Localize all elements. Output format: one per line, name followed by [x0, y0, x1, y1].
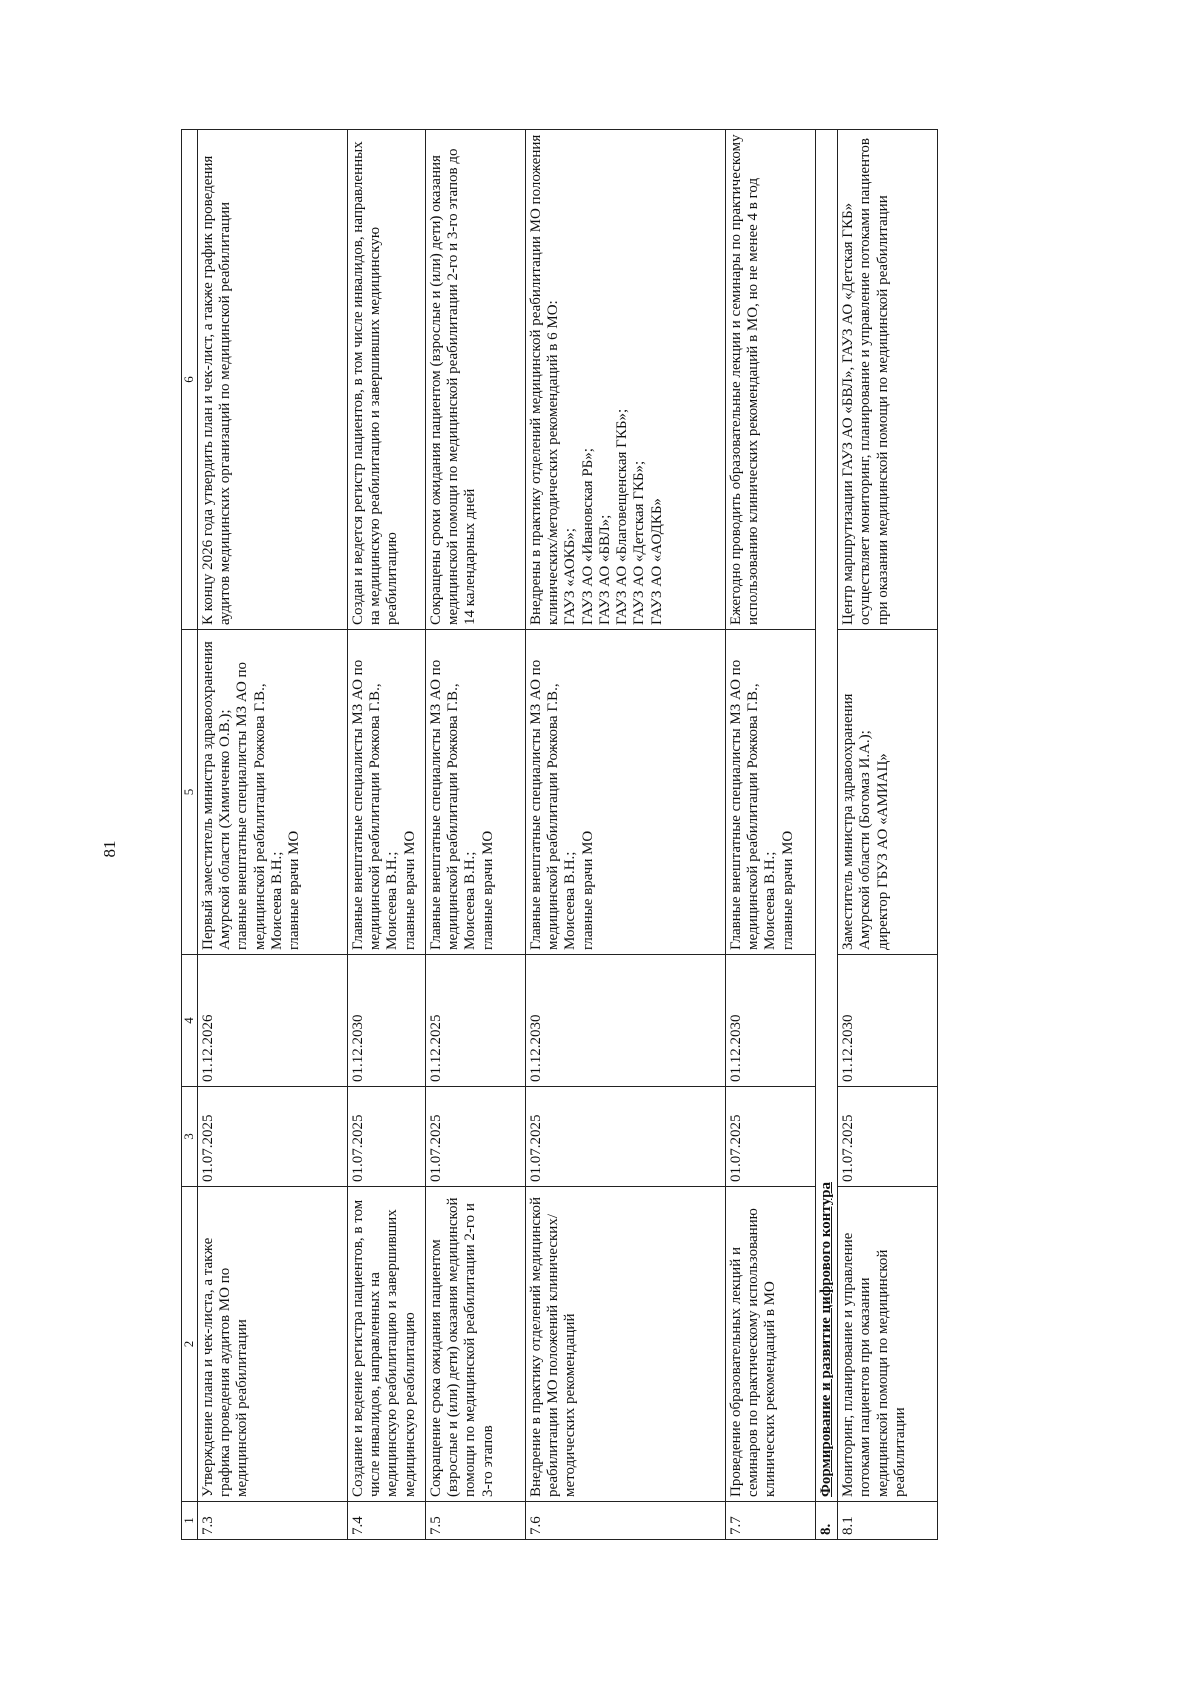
end-date-cell: 01.12.2025	[425, 955, 525, 1087]
end-date-cell: 01.12.2030	[725, 955, 815, 1087]
table-row	[838, 130, 938, 1540]
table-row	[347, 130, 425, 1540]
start-date-cell: 01.07.2025	[425, 1087, 525, 1187]
result-cell: К концу 2026 года утвердить план и чек-лист, а также график проведения аудитов медицинских организаций по медицинской реабилитации	[197, 130, 347, 630]
result-cell: Внедрены в практику отделений медицинской реабилитации МО положения клинических/методических рекомендаций в 6 МО: ГАУЗ «АОКБ»; ГАУЗ АО «Ивановская РБ»; ГАУЗ АО «БВЛ»; ГАУЗ АО «Благовещенская ГКБ»; ГАУЗ АО «Детская ГКБ»; ГАУЗ АО «АОДКБ»	[525, 130, 725, 630]
result-cell: Сокращены сроки ожидания пациентом (взрослые и (или) дети) оказания медицинской помощи по медицинской реабилитации 2-го и 3-го этапов до 14 календарных дней	[425, 130, 525, 630]
col-header-1: 1	[182, 1502, 198, 1540]
responsible-cell: Заместитель министра здравоохранения Амурской области (Богомаз И.А.); директор ГБУЗ АО «АМИАЦ»	[838, 630, 938, 955]
section-row	[815, 130, 837, 1540]
start-date-cell: 01.07.2025	[525, 1087, 725, 1187]
responsible-cell: Главные внештатные специалисты МЗ АО по медицинской реабилитации Рожкова Г.В., Моисеева В.Н.; главные врачи МО	[525, 630, 725, 955]
measure-cell: Сокращение срока ожидания пациентом (взрослые и (или) дети) оказания медицинской помощи по медицинской реабилитации 2-го и 3-го этапов	[425, 1187, 525, 1502]
col-header-2: 2	[182, 1187, 198, 1502]
start-date-cell: 01.07.2025	[725, 1087, 815, 1187]
start-date-cell: 01.07.2025	[197, 1087, 347, 1187]
responsible-cell: Главные внештатные специалисты МЗ АО по медицинской реабилитации Рожкова Г.В., Моисеева В.Н.; главные врачи МО	[425, 630, 525, 955]
row-number: 7.5	[425, 1502, 525, 1540]
responsible-cell: Главные внештатные специалисты МЗ АО по медицинской реабилитации Рожкова Г.В., Моисеева В.Н.; главные врачи МО	[347, 630, 425, 955]
row-number: 7.6	[525, 1502, 725, 1540]
start-date-cell: 01.07.2025	[838, 1087, 938, 1187]
page-number: 81	[100, 840, 119, 858]
row-number: 7.7	[725, 1502, 815, 1540]
result-cell: Центр маршрутизации ГАУЗ АО «БВЛ», ГАУЗ АО «Детская ГКБ» осуществляет мониторинг, планирование и управление потоками пациентов при оказании медицинской помощи по медицинской реабилитации	[838, 130, 938, 630]
col-header-4: 4	[182, 955, 198, 1087]
measure-cell: Проведение образовательных лекций и семинаров по практическому использованию клинических рекомендаций в МО	[725, 1187, 815, 1502]
table-row	[725, 130, 815, 1540]
header-row	[182, 130, 198, 1540]
row-number: 7.3	[197, 1502, 347, 1540]
responsible-cell: Первый заместитель министра здравоохранения Амурской области (Химиченко О.В.); главные внештатные специалисты МЗ АО по медицинской реабилитации Рожкова Г.В., Моисеева В.Н.; главные врачи МО	[197, 630, 347, 955]
end-date-cell: 01.12.2030	[838, 955, 938, 1087]
measure-cell: Мониторинг, планирование и управление потоками пациентов при оказании медицинской помощи по медицинской реабилитации	[838, 1187, 938, 1502]
col-header-3: 3	[182, 1087, 198, 1187]
table-row	[197, 130, 347, 1540]
section-title: Формирование и развитие цифрового контура	[815, 130, 837, 1502]
responsible-cell: Главные внештатные специалисты МЗ АО по медицинской реабилитации Рожкова Г.В., Моисеева В.Н.; главные врачи МО	[725, 630, 815, 955]
row-number: 7.4	[347, 1502, 425, 1540]
table-row	[425, 130, 525, 1540]
start-date-cell: 01.07.2025	[347, 1087, 425, 1187]
table-row	[525, 130, 725, 1540]
measure-cell: Внедрение в практику отделений медицинской реабилитации МО положений клинических/методических рекомендаций	[525, 1187, 725, 1502]
result-cell: Создан и ведется регистр пациентов, в том числе инвалидов, направленных на медицинскую реабилитацию и завершивших медицинскую реабилитацию	[347, 130, 425, 630]
measures-table	[181, 129, 938, 1540]
measure-cell: Утверждение плана и чек-листа, а также графика проведения аудитов МО по медицинской реабилитации	[197, 1187, 347, 1502]
measure-cell: Создание и ведение регистра пациентов, в том числе инвалидов, направленных на медицинскую реабилитацию и завершивших медицинскую реабилитацию	[347, 1187, 425, 1502]
table-container	[181, 130, 1026, 1540]
section-number: 8.	[815, 1502, 837, 1540]
result-cell: Ежегодно проводить образовательные лекции и семинары по практическому использованию клинических рекомендаций в МО, но не менее 4 в год	[725, 130, 815, 630]
row-number: 8.1	[838, 1502, 938, 1540]
end-date-cell: 01.12.2030	[347, 955, 425, 1087]
end-date-cell: 01.12.2030	[525, 955, 725, 1087]
end-date-cell: 01.12.2026	[197, 955, 347, 1087]
col-header-5: 5	[182, 630, 198, 955]
col-header-6: 6	[182, 130, 198, 630]
